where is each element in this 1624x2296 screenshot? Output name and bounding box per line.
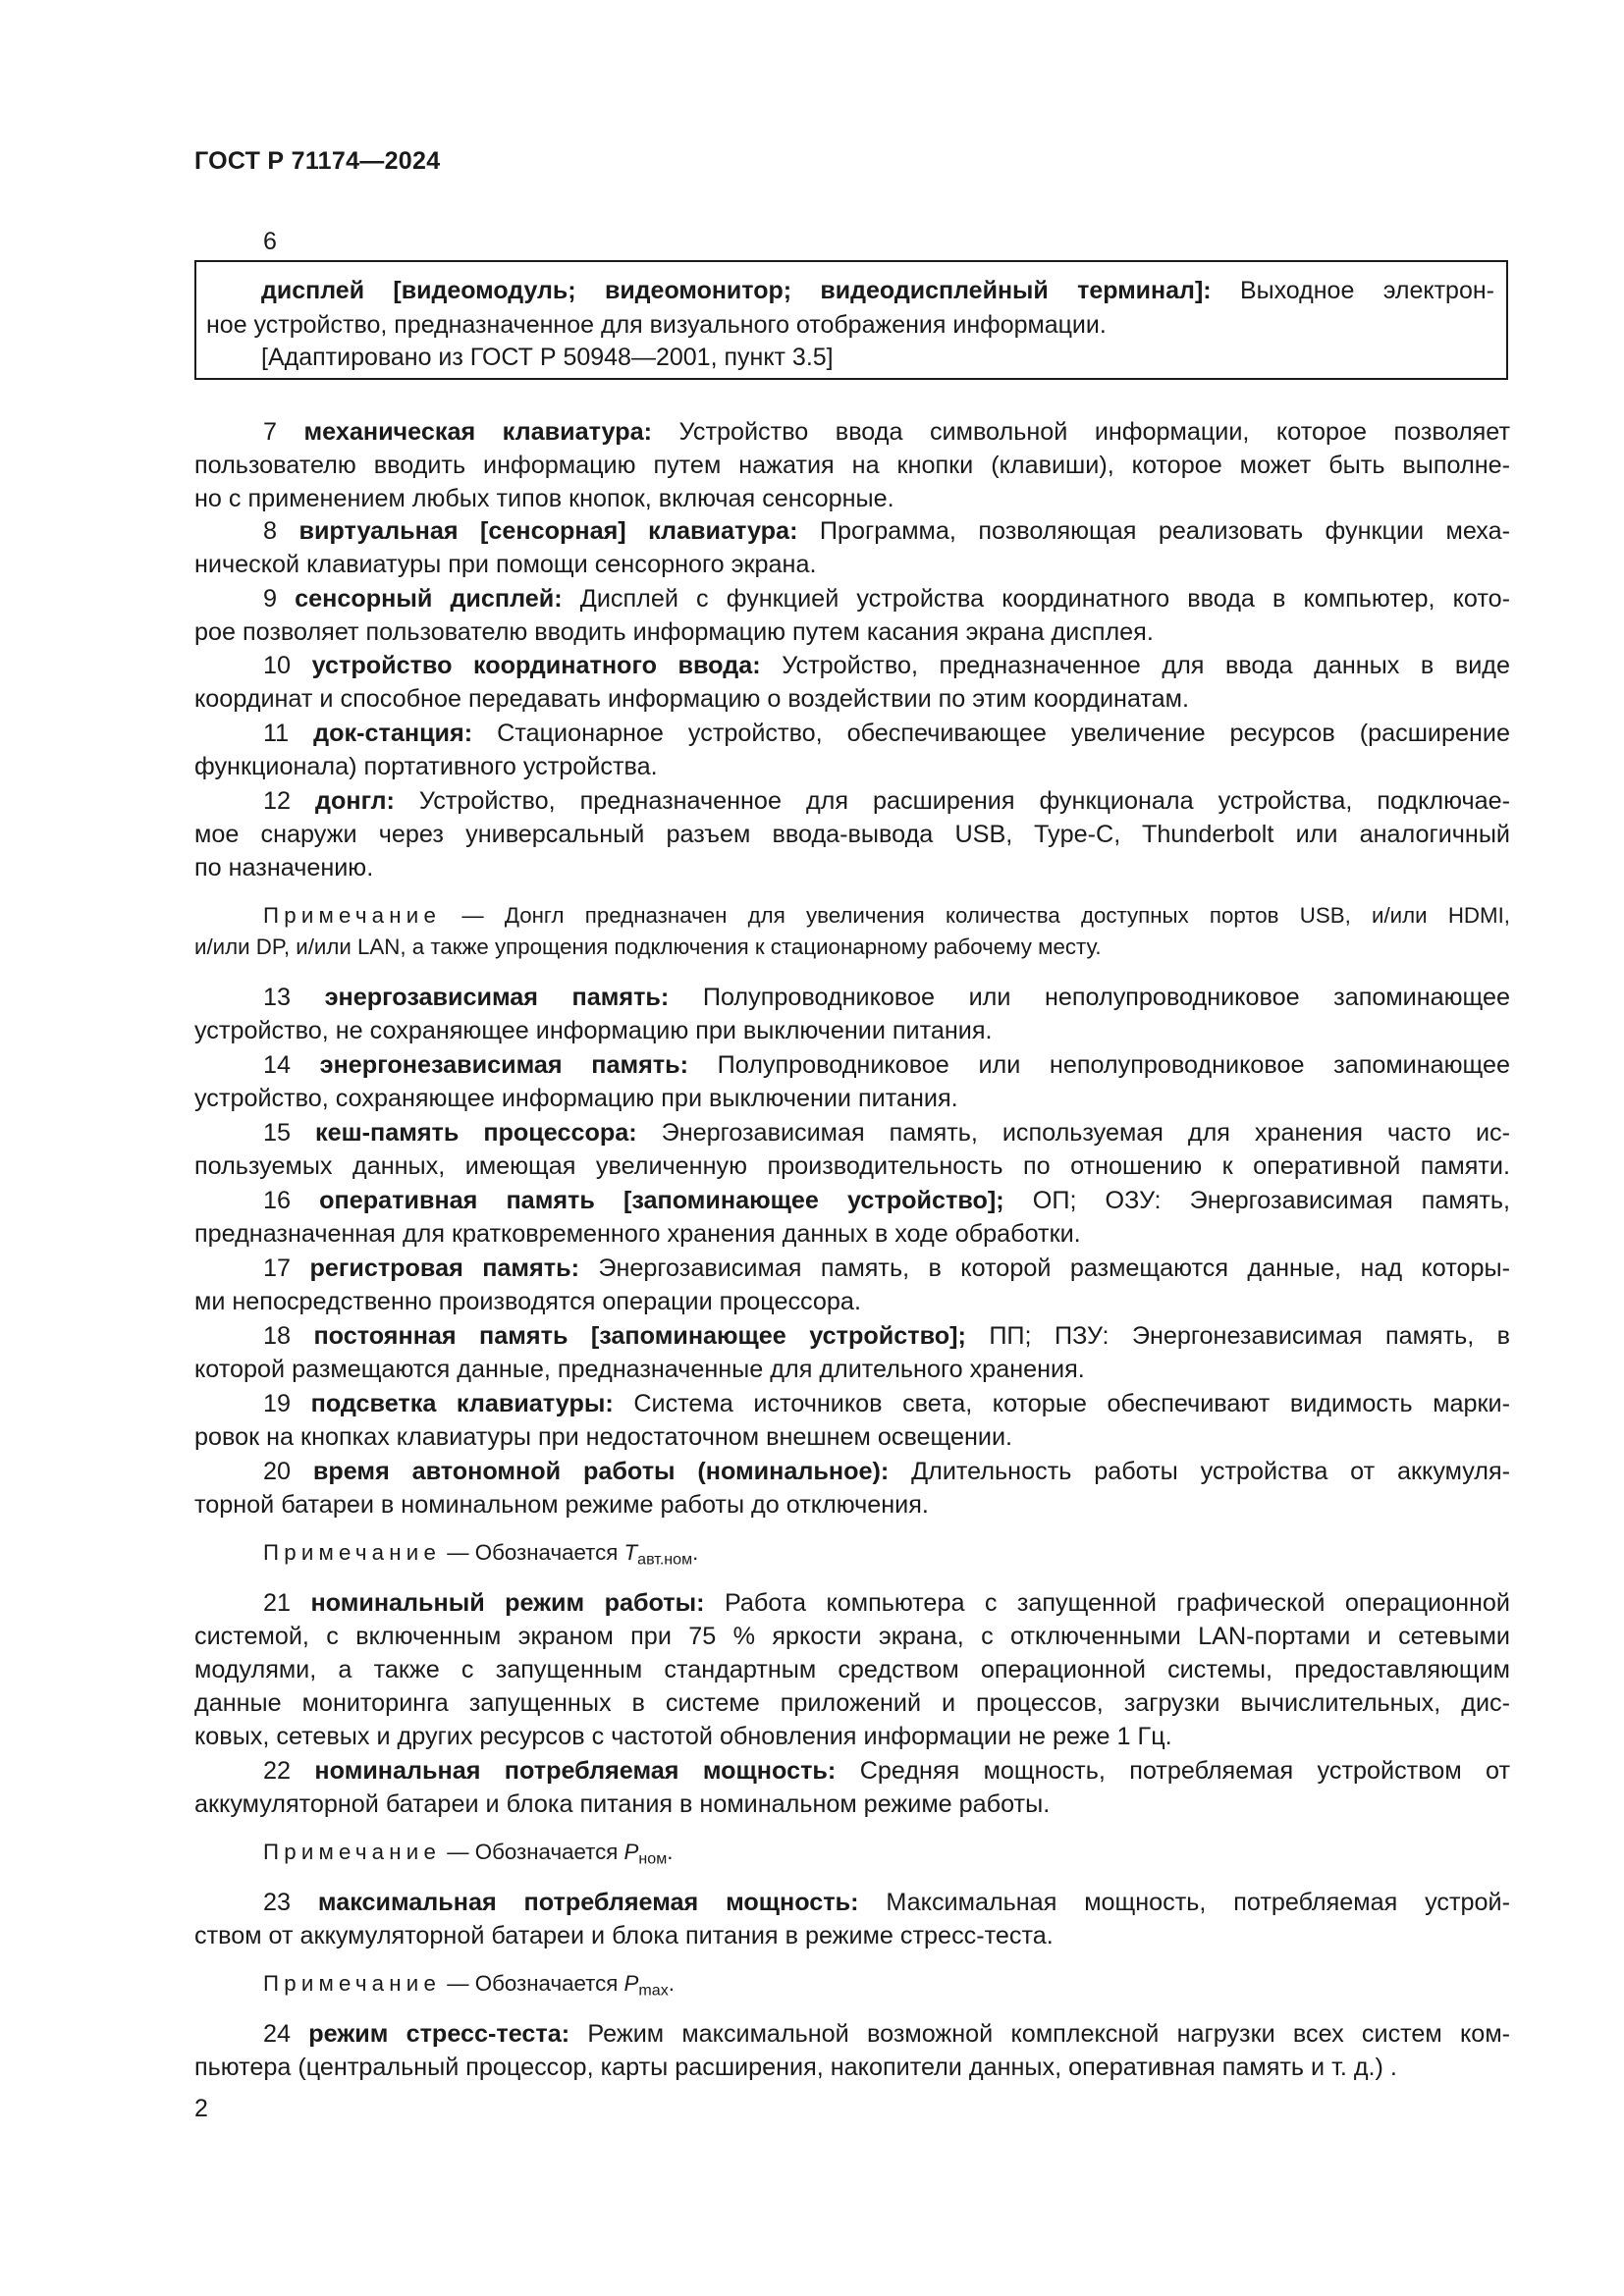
term-title: кеш-память процессора: bbox=[315, 1119, 637, 1147]
term-23-line-2: ством от аккумуляторной батареи и блока питания в режиме стресс-теста. bbox=[194, 1922, 1054, 1949]
box-line-2: ное устройство, предназначенное для визуального отображения информации. bbox=[206, 311, 1107, 339]
term-20-line-2: торной батареи в номинальном режиме работы до отключения. bbox=[194, 1491, 929, 1519]
term-title: сенсорный дисплей: bbox=[295, 585, 563, 613]
term-text: Дисплей с функцией устройства координатного ввода в компьютер, кото- bbox=[579, 585, 1511, 613]
term-title: механическая клавиатура: bbox=[303, 418, 653, 446]
term-text: Работа компьютера с запущенной графической операционной bbox=[724, 1589, 1510, 1617]
term-title: подсветка клавиатуры: bbox=[310, 1390, 614, 1417]
term-title: номинальная потребляемая мощность: bbox=[314, 1757, 837, 1785]
term-title: док-станция: bbox=[313, 720, 473, 747]
term-text: Устройство ввода символьной информации, которое позволяет bbox=[678, 418, 1510, 446]
box-text-1: Выходное электрон- bbox=[1239, 277, 1495, 304]
note-text: — Обозначается bbox=[447, 1840, 619, 1864]
term-text: Система источников света, которые обеспечивают видимость марки- bbox=[633, 1390, 1511, 1417]
term-23 bbox=[194, 1887, 1510, 1919]
note-20 bbox=[194, 1538, 1510, 1574]
term-11 bbox=[194, 718, 1510, 750]
term-22 bbox=[194, 1755, 1510, 1788]
term-number: 16 bbox=[263, 1187, 292, 1214]
note-subscript: ном bbox=[638, 1849, 668, 1868]
term-text: Устройство, предназначенное для расширения функционала устройства, подключае- bbox=[418, 787, 1510, 815]
document-code: ГОСТ Р 71174—2024 bbox=[194, 147, 441, 175]
term-title: энергонезависимая память: bbox=[319, 1051, 689, 1079]
note-label: Примечание bbox=[263, 1971, 442, 1996]
term-20 bbox=[194, 1456, 1510, 1488]
term-19-line-2: ровок на кнопках клавиатуры при недостаточном внешнем освещении. bbox=[194, 1423, 1013, 1451]
term-number: 17 bbox=[263, 1255, 292, 1282]
note-text: — Донгл предназначен для увеличения количества доступных портов USB, и/или HDMI, bbox=[461, 903, 1510, 928]
term-text: Полупроводниковое или неполупроводниковое запоминающее bbox=[717, 1051, 1511, 1079]
term-16 bbox=[194, 1185, 1510, 1217]
term-number: 15 bbox=[263, 1119, 292, 1147]
term-8-line-2: нической клавиатуры при помощи сенсорного экрана. bbox=[194, 551, 817, 578]
note-text: — Обозначается bbox=[447, 1540, 619, 1565]
term-title: устройство координатного ввода: bbox=[311, 652, 761, 679]
term-number: 23 bbox=[263, 1889, 292, 1916]
term-text: ПП; ПЗУ: Энергонезависимая память, в bbox=[989, 1322, 1511, 1350]
term-7-line-2: пользователю вводить информацию путем нажатия на кнопки (клавиши), которое может быть выполне- bbox=[194, 452, 1510, 479]
note-symbol: P bbox=[623, 1840, 639, 1864]
term-13-line-2: устройство, не сохраняющее информацию при выключении питания. bbox=[194, 1017, 993, 1044]
term-title: постоянная память [запоминающее устройство]; bbox=[313, 1322, 966, 1350]
term-24 bbox=[194, 2018, 1510, 2051]
note-subscript: max bbox=[638, 1981, 669, 2000]
term-11-line-2: функционала) портативного устройства. bbox=[194, 753, 658, 780]
note-label: Примечание bbox=[263, 1840, 442, 1864]
term-16-line-2: предназначенная для кратковременного хранения данных в ходе обработки. bbox=[194, 1220, 1081, 1248]
term-number: 13 bbox=[263, 984, 292, 1011]
term-text: Стационарное устройство, обеспечивающее увеличение ресурсов (расширение bbox=[497, 720, 1511, 747]
term-21-line-2: системой, с включенным экраном при 75 % яркости экрана, с отключенными LAN-портами и сетевыми bbox=[194, 1623, 1510, 1650]
box-line-1 bbox=[261, 277, 1494, 305]
term-number: 19 bbox=[263, 1390, 292, 1417]
term-text: Полупроводниковое или неполупроводниковое запоминающее bbox=[702, 984, 1511, 1011]
term-9-line-2: рое позволяет пользователю вводить информацию путем касания экрана дисплея. bbox=[194, 618, 1154, 646]
term-24-line-2: пьютера (центральный процессор, карты расширения, накопители данных, оперативная память и т. д.) . bbox=[194, 2054, 1397, 2081]
term-number: 7 bbox=[263, 418, 278, 446]
term-12 bbox=[194, 785, 1510, 818]
term-17 bbox=[194, 1253, 1510, 1285]
term-18 bbox=[194, 1320, 1510, 1353]
note-text: — Обозначается bbox=[447, 1971, 619, 1996]
term-title: виртуальная [сенсорная] клавиатура: bbox=[298, 517, 798, 545]
term-title: режим стресс-теста: bbox=[308, 2020, 570, 2048]
term-10-line-2: координат и способное передавать информацию о воздействии по этим координатам. bbox=[194, 685, 1189, 713]
term-15 bbox=[194, 1117, 1510, 1149]
note-end: . bbox=[668, 1971, 675, 1996]
term-number: 10 bbox=[263, 652, 292, 679]
note-label: Примечание bbox=[263, 903, 442, 928]
note-symbol: P bbox=[623, 1971, 639, 1996]
box-source: [Адаптировано из ГОСТ Р 50948—2001, пункт 3.5] bbox=[261, 344, 834, 371]
term-7-line-3: но с применением любых типов кнопок, включая сенсорные. bbox=[194, 485, 894, 512]
term-number: 14 bbox=[263, 1051, 292, 1079]
term-title: время автономной работы (номинальное): bbox=[312, 1458, 890, 1485]
term-21-line-3: модулями, а также с запущенным стандартным средством операционной системы, предоставляющим bbox=[194, 1656, 1510, 1683]
term-12-line-2: мое снаружи через универсальный разъем ввода-вывода USB, Type-C, Thunderbolt или аналогичный bbox=[194, 821, 1510, 848]
note-end: . bbox=[667, 1840, 674, 1864]
note-12 bbox=[194, 901, 1510, 931]
term-15-line-2: пользуемых данных, имеющая увеличенную производительность по отношению к оперативной памяти. bbox=[194, 1152, 1510, 1180]
box-term-number: 6 bbox=[263, 228, 277, 255]
note-end: . bbox=[692, 1540, 699, 1565]
term-7 bbox=[194, 416, 1510, 449]
term-number: 21 bbox=[263, 1589, 292, 1617]
boxed-definition bbox=[194, 260, 1508, 380]
term-10 bbox=[194, 650, 1510, 682]
term-21 bbox=[194, 1587, 1510, 1620]
term-number: 24 bbox=[263, 2020, 292, 2048]
term-text: Режим максимальной возможной комплексной нагрузки всех систем ком- bbox=[587, 2020, 1511, 2048]
term-number: 8 bbox=[263, 517, 278, 545]
term-title: энергозависимая память: bbox=[324, 984, 670, 1011]
term-number: 22 bbox=[263, 1757, 292, 1785]
term-title: оперативная память [запоминающее устройство]; bbox=[319, 1187, 1004, 1214]
term-title: регистровая память: bbox=[309, 1255, 579, 1282]
term-13 bbox=[194, 982, 1510, 1014]
note-subscript: авт.ном bbox=[637, 1550, 693, 1569]
term-number: 12 bbox=[263, 787, 292, 815]
term-number: 18 bbox=[263, 1322, 292, 1350]
term-21-line-4: данные мониторинга запущенных в системе приложений и процессов, загрузки вычислительных, дис- bbox=[194, 1689, 1510, 1717]
term-text: Устройство, предназначенное для ввода данных в виде bbox=[782, 652, 1511, 679]
term-9 bbox=[194, 583, 1510, 615]
term-19 bbox=[194, 1388, 1510, 1420]
term-text: Энергозависимая память, используемая для хранения часто ис- bbox=[661, 1119, 1511, 1147]
term-number: 9 bbox=[263, 585, 278, 613]
box-term: дисплей [видеомодуль; видеомонитор; видеодисплейный терминал]: bbox=[261, 277, 1212, 304]
term-22-line-2: аккумуляторной батареи и блока питания в номинальном режиме работы. bbox=[194, 1790, 1051, 1818]
term-number: 20 bbox=[263, 1458, 292, 1485]
term-text: Максимальная мощность, потребляемая устрой- bbox=[886, 1889, 1511, 1916]
term-text: ОП; ОЗУ: Энергозависимая память, bbox=[1032, 1187, 1511, 1214]
term-title: донгл: bbox=[315, 787, 395, 815]
term-number: 11 bbox=[263, 720, 290, 747]
term-text: Энергозависимая память, в которой размещаются данные, над которы- bbox=[598, 1255, 1510, 1282]
note-12-line-2: и/или DP, и/или LAN, а также упрощения подключения к стационарному рабочему месту. bbox=[194, 934, 1102, 959]
term-14 bbox=[194, 1049, 1510, 1082]
note-symbol: T bbox=[623, 1540, 638, 1565]
term-18-line-2: которой размещаются данные, предназначенные для длительного хранения. bbox=[194, 1356, 1085, 1383]
term-12-line-3: по назначению. bbox=[194, 854, 374, 881]
note-label: Примечание bbox=[263, 1540, 442, 1565]
note-22 bbox=[194, 1838, 1510, 1873]
term-title: максимальная потребляемая мощность: bbox=[317, 1889, 859, 1916]
term-title: номинальный режим работы: bbox=[310, 1589, 705, 1617]
term-8 bbox=[194, 515, 1510, 548]
term-14-line-2: устройство, сохраняющее информацию при выключении питания. bbox=[194, 1085, 958, 1112]
term-21-line-5: ковых, сетевых и других ресурсов с частотой обновления информации не реже 1 Гц. bbox=[194, 1723, 1172, 1750]
term-text: Средняя мощность, потребляемая устройством от bbox=[859, 1757, 1511, 1785]
term-text: Длительность работы устройства от аккумуля- bbox=[911, 1458, 1511, 1485]
page-number: 2 bbox=[194, 2095, 208, 2122]
term-text: Программа, позволяющая реализовать функции меха- bbox=[819, 517, 1511, 545]
term-17-line-2: ми непосредственно производятся операции процессора. bbox=[194, 1288, 861, 1315]
note-23 bbox=[194, 1969, 1510, 2004]
